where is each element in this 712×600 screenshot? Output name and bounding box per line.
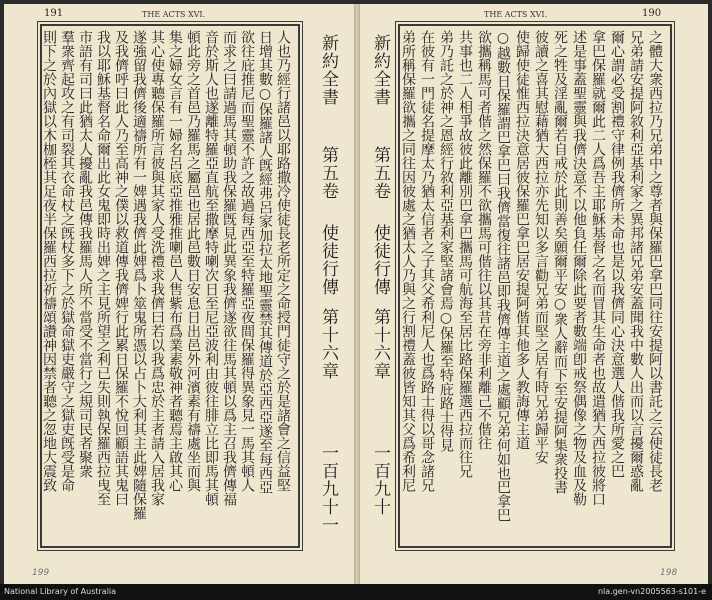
right-page [360, 4, 708, 584]
text-column: 其心使專聽保羅所言彼與其家人受洗禮求我儕曰若以我爲忠於主者請入居我家 [149, 30, 165, 506]
text-column: 之體大衆西拉乃兄弟中之尊者與保羅巴拿巴同往安提阿以書託之云使徒長老 [647, 30, 663, 492]
text-column: 共事也二人相爭故彼此離別巴拿巴攜馬可航海至居比路保羅選西拉而往兄 [457, 30, 473, 478]
text-column: 彼讀之喜其慰藉猶大西拉亦先知以多言勸兄弟而堅之居有時兄弟歸平安 [533, 30, 549, 464]
text-column: 欲攜稱馬可者偕之然保羅不欲攜馬可偕往以其昔在旁非利離己不偕往 [476, 30, 492, 450]
text-column: 在彼有一門徒名提摩太乃猶太信者之子其父希利尼人也爲路士得以哥念諸兄 [419, 30, 435, 492]
right-side-chapter: 第十六章 [370, 308, 390, 380]
text-column: 羣衆齊起攻之有司裂其衣命杖之旣杖多下之於獄命獄吏嚴守之獄吏旣受是命 [59, 30, 75, 492]
text-column: 人也乃經行諸邑以耶路撒冷使徒長老所定之命授門徒守之於是諸會之信益堅 [275, 30, 291, 492]
text-column: 及我儕呼曰此人乃至高神之僕以救道傳我儕婢行此累日保羅不悅回顧語其鬼曰 [113, 30, 129, 506]
text-column: 拿巴保羅就爾此二人爲吾主耶穌基督之名而冒其生命者也故遣猶大西拉彼將口 [590, 30, 606, 506]
text-column: 兄弟請安提阿敘利亞基利家之異邦諸兄弟安蓋聞我中數人出而以言擾爾惑亂 [628, 30, 644, 492]
text-column: 頓此旁之首邑乃羅馬之屬邑也居此邑數日安息日出邑外河濱素有禱處坐而與 [185, 30, 201, 492]
right-running-head: THE ACTS XVI. [484, 10, 548, 19]
right-pencil-note: 198 [660, 568, 678, 578]
text-column: 爾心謂必受割禮守律例我儕所未命也是以我儕同心決意選人偕我所愛之巴 [609, 30, 625, 478]
text-column: 弟所稱保羅欲攜之同往因彼處之猶太人乃與之行割禮蓋彼皆知其父爲希利尼 [400, 30, 416, 492]
text-column: 音於斯人也遂離特羅亞直航至撒摩特喇次日至尼亞波利由彼往腓立比即馬其頓 [203, 30, 219, 506]
text-column: 弟乃託之於神之恩經行敘利亞基利家堅諸會焉○保羅至特庇路士得見 [438, 30, 454, 452]
left-running-head: THE ACTS XVI. [142, 10, 206, 19]
text-column: 則下之於內獄以木枷桎其足夜半保羅西拉祈禱頌讚神因禁者聽之忽地大震致 [41, 30, 57, 492]
text-column: 欲往庇推尼而聖靈不許之故過每西亞至特羅亞夜間保羅得異象見一馬其頓人 [239, 30, 255, 492]
left-side-title: 新約全書 [318, 34, 338, 106]
right-side-folio: 一百九十 [370, 444, 390, 516]
text-column: 日增其數○保羅諸人旣經弗呂家加拉太地聖靈禁其傳道於亞西亞遂至每西亞 [257, 30, 273, 494]
book-spread [4, 4, 708, 584]
text-column: ○越數日保羅謂巴拿巴曰我儕當復往諸邑即我儕傳主道之處顧兄弟何如也巴拿巴 [495, 30, 511, 522]
left-page [4, 4, 354, 584]
right-side-title: 新約全書 [370, 34, 390, 106]
left-page-number: 191 [44, 8, 64, 19]
text-column: 使歸使徒惟西拉決意居彼保羅巴拿巴居安提阿偕其他多人教誨傳主道 [514, 30, 530, 450]
left-side-volume: 第五卷 [318, 146, 338, 200]
text-column: 集之婦女言有一婦名呂底亞推雅推喇邑人售紫布爲業素敬神者聽焉主啟其心 [167, 30, 183, 492]
text-column: 死之牲及淫亂爾若自戒於此則善矣願爾平安○衆人辭而下至安提阿集衆投書 [552, 30, 568, 494]
right-side-volume: 第五卷 [370, 146, 390, 200]
text-column: 市語有司曰此猶太人擾亂我邑傳我羅馬人所不當受不當行之規司民者聚衆 [77, 30, 93, 478]
text-column: 述是事蓋聖靈與我儕決意不以他負任爾除此要者數端卽戒祭偶像之物及血及勒 [571, 30, 587, 506]
text-column: 而求之曰請過馬其頓助我保羅旣見此異象我儕遂欲往馬其頓以爲主召我儕傳福 [221, 30, 237, 506]
left-pencil-note: 199 [32, 568, 50, 578]
right-page-number: 190 [642, 8, 662, 19]
footer-bar [0, 584, 712, 600]
right-side-book: 使徒行傳 [370, 224, 390, 296]
left-side-book: 使徒行傳 [318, 224, 338, 296]
text-column: 我以耶穌基督名命爾出此女鬼即時出婢之主見所望之利已失則執保羅西拉曳至 [95, 30, 111, 506]
footer-credit: National Library of Australia [4, 587, 117, 596]
left-side-chapter: 第十六章 [318, 308, 338, 380]
footer-identifier: nla.gen-vn2005563-s101-e [597, 587, 706, 596]
left-side-folio: 一百九十一 [318, 444, 338, 534]
text-column: 遂強留我儕後適禱所有一婢遇我儕此婢爲卜筮鬼所憑以占卜大利其主此婢隨保羅 [131, 30, 147, 520]
